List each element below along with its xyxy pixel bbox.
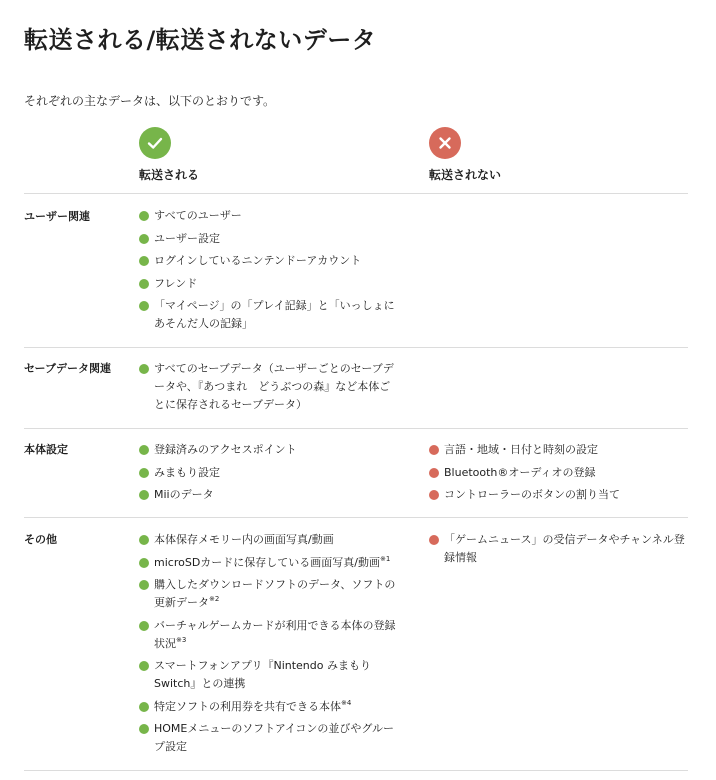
row-divider [24,770,688,771]
list-item: みまもり設定 [139,464,401,482]
list-item: コントローラーのボタンの割り当て [429,486,691,504]
list-item: バーチャルゲームカードが利用できる本体の登録状況$^{※3}$ [139,617,401,653]
settings-not-transferred-list [429,441,691,509]
green-bullet-icon [139,364,149,374]
list-item: 特定ソフトの利用券を共有できる本体$^{※4}$ [139,698,401,716]
red-bullet-icon [429,535,439,545]
category-other: その他 [24,533,57,546]
green-bullet-icon [139,724,149,734]
green-bullet-icon [139,661,149,671]
footnote-mark: ※2 [209,595,220,603]
footnote-mark: ※1 [380,554,391,563]
green-bullet-icon [139,490,149,500]
list-item: microSDカードに保存している画面写真/動画$^{※1}$ [139,554,401,572]
list-item: 「マイページ」の「プレイ記録」と「いっしょにあそんだ人の記録」 [139,297,401,333]
other-not-transferred-list [429,531,691,572]
settings-transferred-list [139,441,401,509]
list-item: すべてのセーブデータ（ユーザーごとのセーブデータや、『あつまれ どうぶつの森』など本体ごとに保存されるセーブデータ） [139,360,401,414]
footnote-mark: ※4 [341,698,352,707]
green-bullet-icon [139,535,149,545]
row-divider [24,193,688,194]
list-item: 「ゲームニュース」の受信データやチャンネル登録情報 [429,531,691,567]
category-system-settings: 本体設定 [24,443,68,456]
page-title: 転送される/転送されないデータ [24,26,377,54]
close-icon [429,127,461,159]
green-bullet-icon [139,279,149,289]
list-item: 購入したダウンロードソフトのデータ、ソフトの更新データ$^{※2}$ [139,576,401,612]
user-transferred-list [139,207,401,338]
red-bullet-icon [429,468,439,478]
green-bullet-icon [139,445,149,455]
intro-text: それぞれの主なデータは、以下のとおりです。 [24,94,276,108]
row-divider [24,517,688,518]
list-item: フレンド [139,275,401,293]
list-item: Miiのデータ [139,486,401,504]
list-item: Bluetooth®オーディオの登録 [429,464,691,482]
green-bullet-icon [139,702,149,712]
green-bullet-icon [139,580,149,590]
list-item: ユーザー設定 [139,230,401,248]
row-divider [24,347,688,348]
other-transferred-list [139,531,401,761]
green-bullet-icon [139,621,149,631]
list-item: 言語・地域・日付と時刻の設定 [429,441,691,459]
green-bullet-icon [139,301,149,311]
list-item: HOMEメニューのソフトアイコンの並びやグループ設定 [139,720,401,756]
column-header-not-transferred: 転送されない [429,168,502,182]
green-bullet-icon [139,234,149,244]
green-bullet-icon [139,558,149,568]
list-item: 登録済みのアクセスポイント [139,441,401,459]
save-transferred-list [139,360,401,419]
green-bullet-icon [139,468,149,478]
green-bullet-icon [139,256,149,266]
list-item: すべてのユーザー [139,207,401,225]
list-item: 本体保存メモリー内の画面写真/動画 [139,531,401,549]
category-user: ユーザー関連 [24,210,90,223]
list-item: スマートフォンアプリ『Nintendo みまもり Switch』との連携 [139,657,401,693]
category-save-data: セーブデータ関連 [24,362,112,375]
column-header-transferred: 転送される [139,168,200,182]
footnote-mark: ※3 [176,635,187,644]
green-bullet-icon [139,211,149,221]
list-item: ログインしているニンテンドーアカウント [139,252,401,270]
red-bullet-icon [429,445,439,455]
red-bullet-icon [429,490,439,500]
check-icon [139,127,171,159]
row-divider [24,428,688,429]
